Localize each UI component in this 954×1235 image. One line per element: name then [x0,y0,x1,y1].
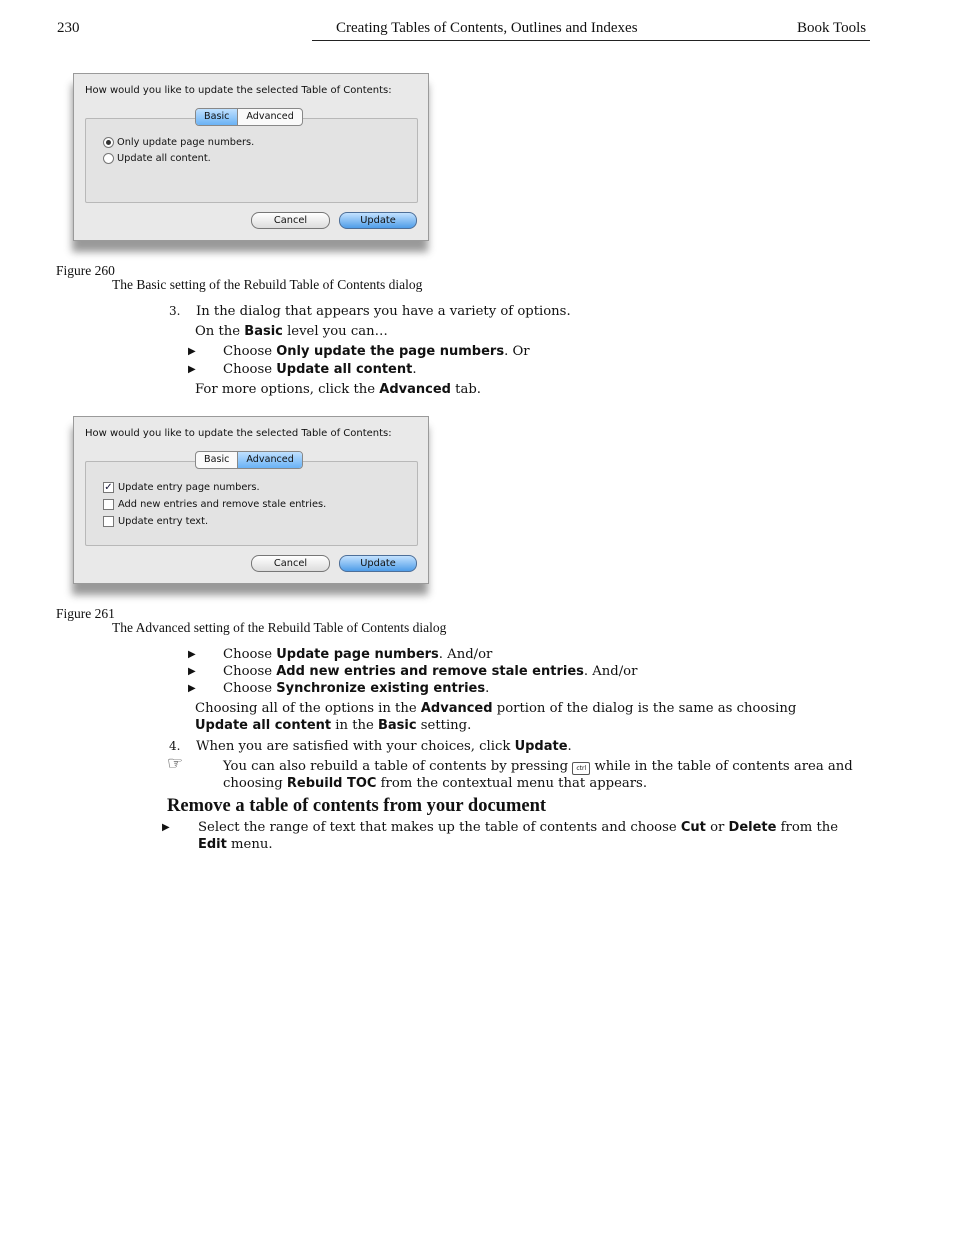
text: or [705,820,729,835]
text: . [485,681,490,696]
header-rule [312,40,870,41]
figure-caption: The Advanced setting of the Rebuild Table of Contents dialog [112,620,447,635]
bullet-icon: ▶ [188,346,196,357]
dialog-question: How would you like to update the selected Table of Contents: [85,85,392,96]
paragraph-line [195,700,796,717]
list-item [223,663,637,680]
text: Choose [223,681,277,696]
list-item [223,646,492,663]
section-heading: Remove a table of contents from your document [167,796,547,816]
option-label: Update all content. [117,153,211,164]
step-number: 4. [169,739,181,753]
bold-term: Cut [680,820,706,835]
bullet-icon: ▶ [188,364,196,375]
text: . [567,739,572,754]
chapter-title: Creating Tables of Contents, Outlines and Indexes [336,20,638,36]
bold-term: Update all content [276,362,413,377]
option-label: Update entry page numbers. [118,482,260,493]
text: . And/or [583,664,638,679]
text: Select the range of text that makes up the table of contents and choose [198,820,681,835]
book-section: Book Tools [797,20,867,36]
figure-number: Figure 261 [56,606,115,621]
text: setting. [416,718,472,733]
cancel-button[interactable]: Cancel [251,212,330,229]
section-line [198,819,838,836]
text: while in the table of contents area and [590,759,853,774]
text: in the [331,718,378,733]
cancel-button[interactable]: Cancel [251,555,330,572]
text: menu. [226,837,273,852]
option-only-update-page-numbers[interactable] [103,137,254,148]
text: Choose [223,647,277,662]
text: Choosing all of the options in the [195,701,421,716]
ctrl-key-icon: ctrl [572,762,590,775]
figure-caption: The Basic setting of the Rebuild Table of Contents dialog [112,277,423,292]
step-number: 3. [169,304,181,318]
page-number: 230 [57,20,80,36]
list-item [223,343,530,360]
bullet-icon: ▶ [188,649,196,660]
list-item [223,680,489,697]
text: tab. [450,382,481,397]
section-line [198,836,273,853]
step-text [196,738,572,755]
option-label: Update entry text. [118,516,209,527]
text: On the [195,324,245,339]
text: Choose [223,362,277,377]
pointing-hand-icon: ☞ [167,753,184,774]
text: . Or [504,344,530,359]
text: from the contextual menu that appears. [376,776,648,791]
bold-term: Only update the page numbers [276,344,505,359]
option-update-entry-text[interactable] [103,516,208,527]
option-update-all-content[interactable] [103,153,211,164]
bold-term: Advanced [420,701,493,716]
tab-control [195,108,303,126]
bold-term: Edit [198,837,227,852]
option-label: Only update page numbers. [117,137,255,148]
bold-term: Basic [378,718,417,733]
text: Choose [223,664,277,679]
text: For more options, click the [195,382,380,397]
text: choosing [223,776,287,791]
update-button[interactable]: Update [339,212,417,229]
bold-term: Rebuild TOC [286,776,377,791]
tab-basic[interactable]: Basic [204,454,230,465]
text: You can also rebuild a table of contents by pressing [223,759,573,774]
tip-line [223,758,853,775]
figure-260-dialog [73,73,429,241]
bold-term: Update all content [195,718,332,733]
paragraph-line [195,717,471,734]
checkbox-icon[interactable] [103,499,114,510]
text: Choose [223,344,277,359]
checkbox-checked-icon[interactable]: ✓ [104,482,113,493]
text: portion of the dialog is the same as choosing [492,701,797,716]
more-options-line [195,381,481,398]
radio-selected-icon[interactable] [103,137,114,148]
bold-term: Advanced [379,382,451,397]
option-add-new-entries[interactable] [103,499,326,510]
tab-basic[interactable]: Basic [196,109,237,125]
list-item [223,361,417,378]
basic-level-line [195,323,388,340]
option-update-entry-page-numbers[interactable] [103,482,260,493]
dialog-question: How would you like to update the selected Table of Contents: [85,428,392,439]
bullet-icon: ▶ [162,822,170,833]
step-text: In the dialog that appears you have a variety of options. [196,304,571,319]
bold-term: Basic [244,324,283,339]
figure-261-dialog [73,416,429,584]
bullet-icon: ▶ [188,666,196,677]
bold-term: Delete [728,820,777,835]
bold-term: Update [514,739,568,754]
tab-control [195,451,303,469]
update-button[interactable]: Update [339,555,417,572]
option-label: Add new entries and remove stale entries. [118,499,327,510]
tab-advanced[interactable]: Advanced [246,111,294,122]
bold-term: Synchronize existing entries [276,681,486,696]
text: . And/or [438,647,493,662]
tab-advanced[interactable]: Advanced [238,452,301,468]
checkbox-icon[interactable] [103,516,114,527]
radio-icon[interactable] [103,153,114,164]
figure-number: Figure 260 [56,263,115,278]
bold-term: Add new entries and remove stale entries [276,664,584,679]
text: level you can… [282,324,388,339]
text: When you are satisfied with your choices, click [196,739,515,754]
bold-term: Update page numbers [276,647,439,662]
tip-line [223,775,647,792]
text: . [412,362,417,377]
bullet-icon: ▶ [188,683,196,694]
text: from the [776,820,839,835]
